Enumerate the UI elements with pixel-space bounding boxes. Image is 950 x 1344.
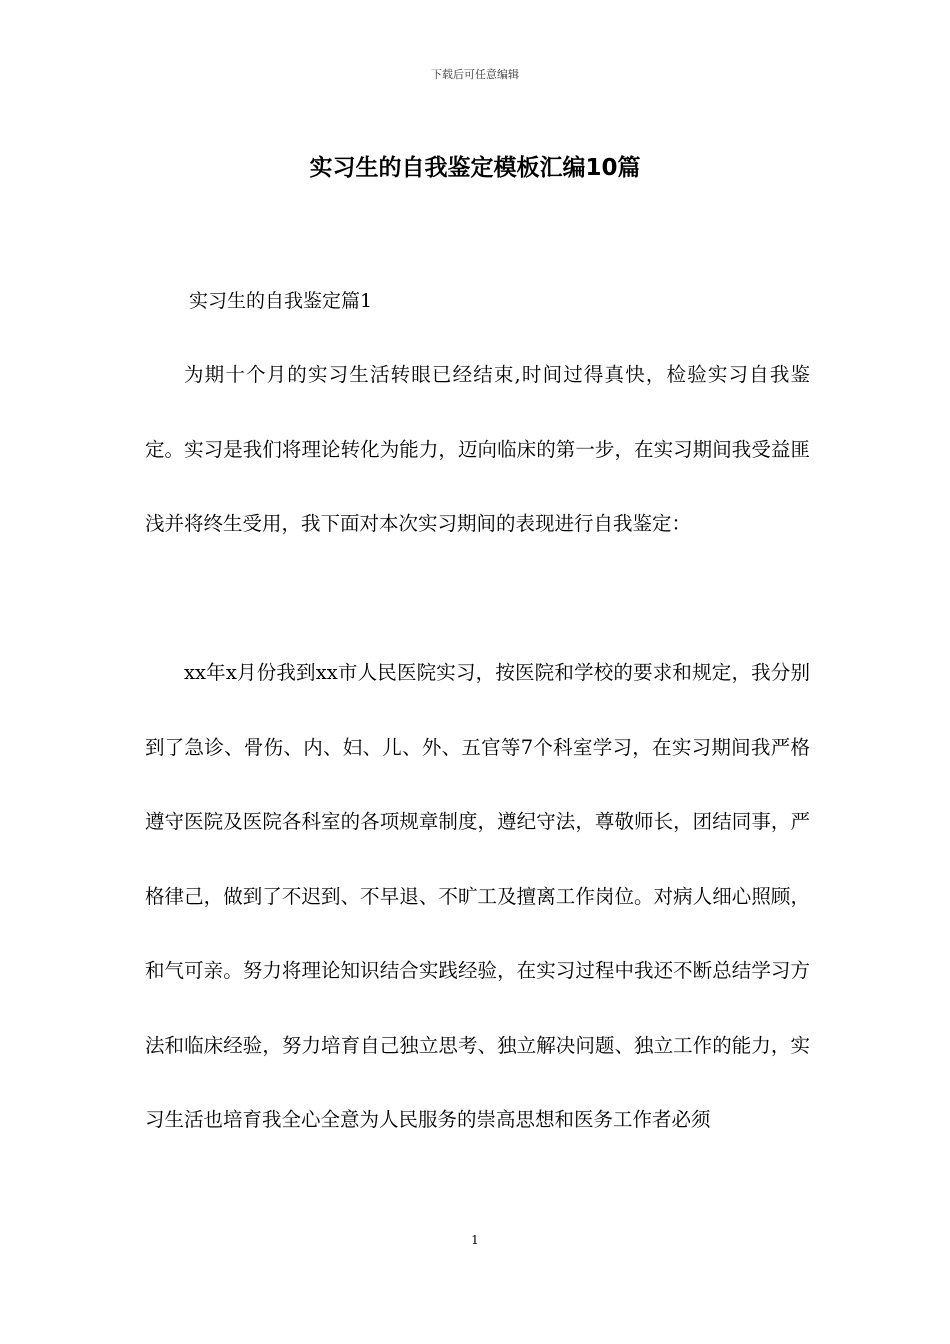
body-paragraph-2: xx年x月份我到xx市人民医院实习，按医院和学校的要求和规定，我分别到了急诊、骨伤、内、妇、儿、外、五官等7个科室学习，在实习期间我严格遵守医院及医院各科室的各项规章制度，遵纪守法，尊敬师长，团结同事，严格律己，做到了不迟到、不早退、不旷工及擅离工作岗位。对病人细心照顾，和气可亲。努力将理论知识结合实践经验，在实习过程中我还不断总结学习方法和临床经验，努力培育自己独立思考、独立解决问题、独立工作的能力，实习生活也培育我全心全意为人民服务的崇高思想和医务工作者必须 (145, 661, 810, 1131)
header-note: 下载后可任意编辑 (431, 68, 519, 81)
page-number: 1 (471, 1233, 479, 1247)
document-title: 实习生的自我鉴定模板汇编10篇 (309, 155, 641, 181)
section-heading: 实习生的自我鉴定篇1 (189, 290, 373, 312)
body-paragraph-1: 为期十个月的实习生活转眼已经结束,时间过得真快，检验实习自我鉴定。实习是我们将理论转化为能力，迈向临床的第一步，在实习期间我受益匪浅并将终生受用，我下面对本次实习期间的表现进行自我鉴定： (145, 363, 810, 535)
